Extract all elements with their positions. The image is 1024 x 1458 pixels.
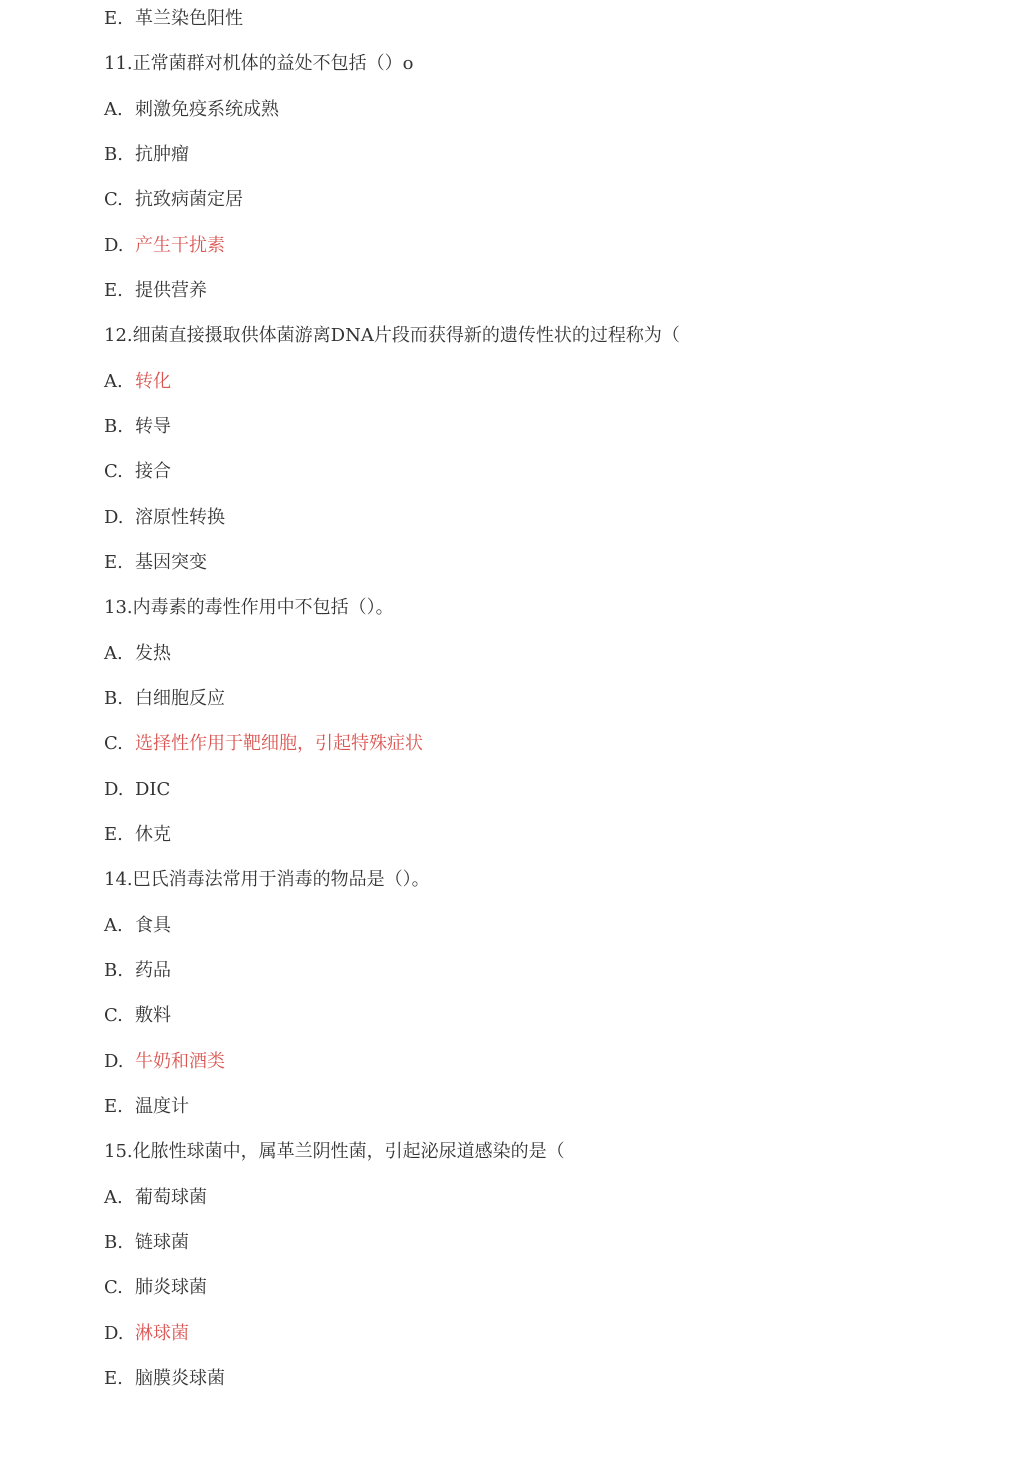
question-text: 正常菌群对机体的益处不包括（）o [132, 53, 414, 75]
option-letter: D. [104, 506, 124, 528]
option-text: 基因突变 [135, 551, 207, 573]
option-letter: B. [104, 959, 123, 981]
option-line [104, 1092, 189, 1122]
option-text: 提供营养 [135, 279, 207, 301]
option-line [104, 1047, 225, 1077]
option-text: 食具 [135, 914, 171, 936]
option-line [104, 1364, 225, 1394]
question-number: 12. [104, 325, 133, 347]
option-text: 葡萄球菌 [135, 1186, 207, 1208]
correct-option-text: 淋球菌 [135, 1322, 189, 1344]
option-line [104, 1319, 189, 1349]
option-text: 温度计 [135, 1095, 189, 1117]
correct-option-text: 选择性作用于靶细胞，引起特殊症状 [135, 733, 423, 755]
correct-option-text: 产生干扰素 [135, 234, 225, 256]
option-letter: C. [104, 189, 123, 211]
option-text: 溶原性转换 [135, 506, 225, 528]
option-letter: A. [104, 370, 123, 392]
option-text: DIC [135, 778, 171, 800]
option-text: 发热 [135, 642, 171, 664]
option-letter: E. [104, 551, 123, 573]
question-line [104, 1137, 565, 1167]
option-text: 抗肿瘤 [135, 143, 189, 165]
question-line [104, 49, 413, 79]
option-letter: A. [104, 642, 123, 664]
option-text: 休克 [135, 823, 171, 845]
option-text: 药品 [135, 959, 171, 981]
option-letter: B. [104, 687, 123, 709]
option-letter: C. [104, 461, 123, 483]
question-number: 11. [104, 53, 133, 75]
option-text: 刺激免疫系统成熟 [135, 98, 279, 120]
option-line [104, 276, 207, 306]
question-line [104, 593, 394, 623]
correct-option-text: 牛奶和酒类 [135, 1050, 225, 1072]
question-line [104, 865, 430, 895]
option-letter: D. [104, 1050, 124, 1072]
option-line [104, 185, 243, 215]
option-letter: A. [104, 914, 123, 936]
option-line [104, 367, 171, 397]
option-letter: E. [104, 1367, 123, 1389]
option-line [104, 956, 171, 986]
option-text: 脑膜炎球菌 [135, 1367, 225, 1389]
option-text: 肺炎球菌 [135, 1277, 207, 1299]
option-line [104, 639, 171, 669]
option-line [104, 820, 171, 850]
question-text: 化脓性球菌中，属革兰阴性菌，引起泌尿道感染的是（ [132, 1141, 565, 1163]
option-line [104, 729, 423, 759]
question-text: 细菌直接摄取供体菌游离DNA片段而获得新的遗传性状的过程称为（ [132, 325, 680, 347]
option-text: 敷料 [135, 1005, 171, 1027]
option-line [104, 1183, 207, 1213]
option-letter: C. [104, 1277, 123, 1299]
option-text: 白细胞反应 [135, 687, 225, 709]
option-letter: C. [104, 733, 123, 755]
option-line [104, 548, 207, 578]
option-line [104, 1273, 207, 1303]
option-letter: D. [104, 234, 124, 256]
option-letter: D. [104, 778, 124, 800]
option-text: 革兰染色阳性 [135, 8, 243, 29]
option-line [104, 684, 225, 714]
option-text: 链球菌 [135, 1231, 189, 1253]
option-text: 转导 [135, 415, 171, 437]
option-line [104, 140, 189, 170]
option-letter: E. [104, 279, 123, 301]
option-line [104, 1001, 171, 1031]
question-text: 内毒素的毒性作用中不包括（）。 [132, 597, 394, 619]
question-line [104, 321, 680, 351]
option-letter: E. [104, 1095, 123, 1117]
option-letter: D. [104, 1322, 124, 1344]
question-number: 15. [104, 1141, 133, 1163]
option-letter: A. [104, 1186, 123, 1208]
option-line [104, 412, 171, 442]
option-line [104, 4, 243, 34]
option-letter: C. [104, 1005, 123, 1027]
option-letter: B. [104, 1231, 123, 1253]
correct-option-text: 转化 [135, 370, 171, 392]
option-letter: E. [104, 8, 123, 29]
question-text: 巴氏消毒法常用于消毒的物品是（）。 [132, 869, 430, 891]
option-letter: B. [104, 415, 123, 437]
option-line [104, 503, 225, 533]
question-number: 13. [104, 597, 133, 619]
option-line [104, 1228, 189, 1258]
option-line [104, 457, 171, 487]
option-line [104, 95, 279, 125]
question-number: 14. [104, 869, 133, 891]
option-letter: E. [104, 823, 123, 845]
option-line [104, 911, 171, 941]
option-letter: B. [104, 143, 123, 165]
option-line [104, 775, 170, 805]
option-line [104, 231, 225, 261]
option-letter: A. [104, 98, 123, 120]
option-text: 抗致病菌定居 [135, 189, 243, 211]
option-text: 接合 [135, 461, 171, 483]
